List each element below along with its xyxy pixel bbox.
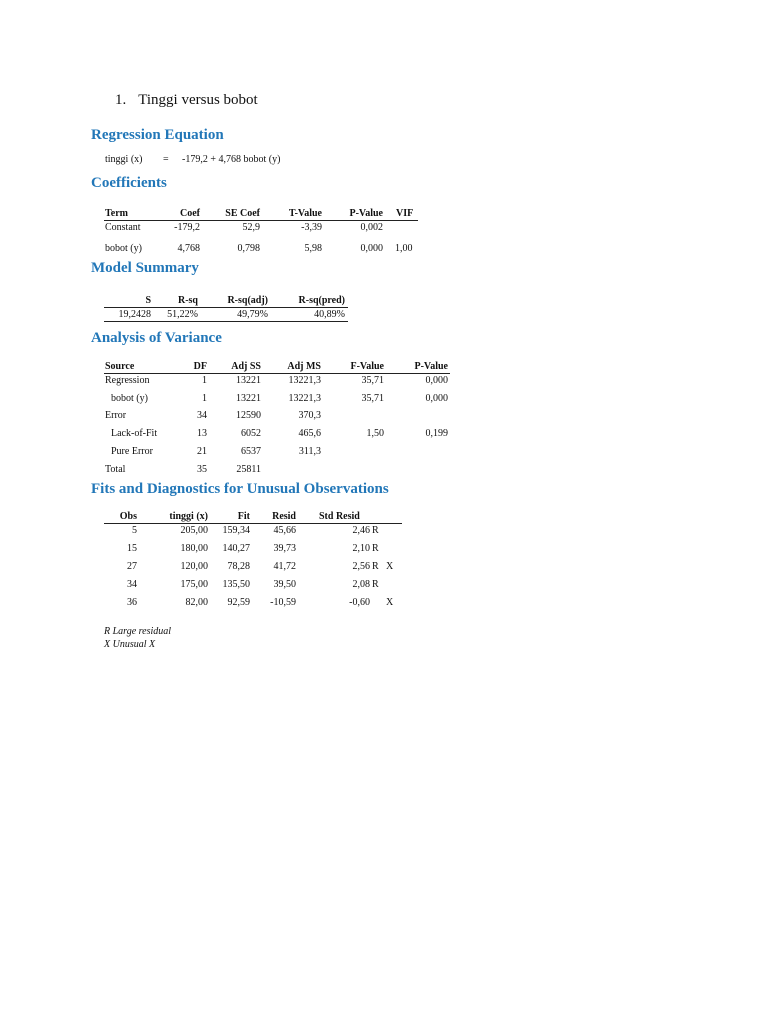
fits-row-obs: 27 <box>127 561 137 572</box>
anova-row-source: Error <box>105 410 127 421</box>
anova-row-df: 1 <box>202 393 207 404</box>
coef-row-p: 0,000 <box>360 243 383 254</box>
fits-row-stdresid: 2,08 <box>352 579 370 590</box>
coef-row-coef: 4,768 <box>177 243 200 254</box>
ms-header-rsq: R-sq <box>177 295 198 306</box>
fits-row-resid: -10,59 <box>270 597 296 608</box>
coef-header-rule <box>104 220 418 221</box>
fits-row-fit: 92,59 <box>227 597 250 608</box>
fits-row-obs: 36 <box>127 597 137 608</box>
heading-text: Tinggi versus bobot <box>138 92 258 108</box>
anova-row-df: 21 <box>197 446 207 457</box>
ms-header-rsq-pred: R-sq(pred) <box>298 295 345 306</box>
anova-header-adjss: Adj SS <box>231 361 261 372</box>
anova-row-adjms: 311,3 <box>298 446 321 457</box>
fits-row-fit: 140,27 <box>222 543 250 554</box>
fits-row-tinggi: 180,00 <box>180 543 208 554</box>
equation-rhs: -179,2 + 4,768 bobot (y) <box>182 154 281 165</box>
anova-row-adjss: 12590 <box>236 410 261 421</box>
fits-row-resid: 39,73 <box>273 543 296 554</box>
anova-row-fvalue: 35,71 <box>361 393 384 404</box>
fits-row-tinggi: 205,00 <box>180 525 208 536</box>
anova-header-pvalue: P-Value <box>414 361 448 372</box>
anova-row-adjms: 13221,3 <box>288 375 321 386</box>
coef-row-coef: -179,2 <box>174 222 200 233</box>
anova-row-adjms: 370,3 <box>298 410 321 421</box>
anova-row-pvalue: 0,000 <box>425 393 448 404</box>
coef-row-t: 5,98 <box>304 243 322 254</box>
fits-header-fit: Fit <box>237 511 250 522</box>
equation-sign: = <box>163 154 169 165</box>
fits-row-flag-x: X <box>386 597 394 608</box>
coef-row-se: 52,9 <box>242 222 260 233</box>
coef-header-se: SE Coef <box>225 208 260 219</box>
fits-row-tinggi: 175,00 <box>180 579 208 590</box>
anova-row-df: 34 <box>197 410 207 421</box>
fits-row-fit: 135,50 <box>222 579 250 590</box>
note-unusual-x: X Unusual X <box>104 639 156 650</box>
regression-title: Regression Equation <box>91 127 224 143</box>
coef-header-coef: Coef <box>180 208 200 219</box>
fits-row-fit: 159,34 <box>222 525 250 536</box>
anova-row-source: Pure Error <box>111 446 153 457</box>
anova-row-adjss: 25811 <box>236 464 261 475</box>
ms-header-s: S <box>145 295 151 306</box>
anova-row-adjss: 13221 <box>236 375 261 386</box>
coef-row-term: Constant <box>105 222 141 233</box>
ms-header-rsq-adj: R-sq(adj) <box>227 295 268 306</box>
fits-row-tinggi: 82,00 <box>185 597 208 608</box>
ms-value-rsq: 51,22% <box>167 309 198 320</box>
anova-row-pvalue: 0,000 <box>425 375 448 386</box>
fits-row-resid: 45,66 <box>273 525 296 536</box>
coef-row-vif: 1,00 <box>395 243 413 254</box>
fits-row-obs: 34 <box>127 579 137 590</box>
fits-row-fit: 78,28 <box>227 561 250 572</box>
fits-header-rule <box>104 523 402 524</box>
anova-row-df: 35 <box>197 464 207 475</box>
fits-row-obs: 5 <box>132 525 137 536</box>
fits-header-stdresid: Std Resid <box>319 511 360 522</box>
fits-header-tinggi: tinggi (x) <box>169 511 208 522</box>
fits-row-flag-r: R <box>372 543 379 554</box>
ms-value-rsq-adj: 49,79% <box>237 309 268 320</box>
anova-row-source: bobot (y) <box>111 393 148 404</box>
anova-row-df: 13 <box>197 428 207 439</box>
anova-header-rule <box>104 373 450 374</box>
fits-row-stdresid: 2,46 <box>352 525 370 536</box>
anova-header-adjms: Adj MS <box>287 361 321 372</box>
coef-header-p: P-Value <box>349 208 383 219</box>
coef-header-vif: VIF <box>396 208 414 219</box>
fits-row-obs: 15 <box>127 543 137 554</box>
anova-row-source: Total <box>105 464 126 475</box>
anova-row-adjss: 6537 <box>241 446 261 457</box>
coefficients-title: Coefficients <box>91 175 167 191</box>
anova-row-adjss: 13221 <box>236 393 261 404</box>
fits-row-flag-x: X <box>386 561 394 572</box>
note-large-residual: R Large residual <box>104 626 172 637</box>
heading-number: 1. <box>115 92 127 108</box>
anova-header-source: Source <box>105 361 135 372</box>
ms-value-rsq-pred: 40,89% <box>314 309 345 320</box>
anova-header-df: DF <box>193 361 207 372</box>
fits-row-tinggi: 120,00 <box>180 561 208 572</box>
fits-row-stdresid: 2,56 <box>352 561 370 572</box>
fits-header-resid: Resid <box>272 511 296 522</box>
coef-header-term: Term <box>105 208 128 219</box>
anova-header-fvalue: F-Value <box>350 361 384 372</box>
coef-row-term: bobot (y) <box>105 243 142 254</box>
fits-row-resid: 41,72 <box>273 561 296 572</box>
ms-bottom-rule <box>104 321 348 322</box>
anova-row-adjms: 13221,3 <box>288 393 321 404</box>
anova-row-df: 1 <box>202 375 207 386</box>
anova-row-adjms: 465,6 <box>298 428 321 439</box>
anova-row-source: Regression <box>105 375 150 386</box>
fits-row-flag-r: R <box>372 579 379 590</box>
coef-row-se: 0,798 <box>237 243 260 254</box>
ms-value-s: 19,2428 <box>118 309 151 320</box>
fits-row-flag-r: R <box>372 561 379 572</box>
coef-row-p: 0,002 <box>360 222 383 233</box>
anova-row-fvalue: 1,50 <box>366 428 384 439</box>
page-heading <box>115 92 258 109</box>
coef-header-t: T-Value <box>288 208 322 219</box>
anova-row-fvalue: 35,71 <box>361 375 384 386</box>
equation-lhs: tinggi (x) <box>105 154 143 165</box>
coef-row-t: -3,39 <box>301 222 322 233</box>
anova-row-source: Lack-of-Fit <box>111 428 158 439</box>
anova-row-adjss: 6052 <box>241 428 261 439</box>
anova-title: Analysis of Variance <box>91 330 222 346</box>
fits-row-flag-r: R <box>372 525 379 536</box>
fits-row-stdresid: 2,10 <box>352 543 370 554</box>
model-summary-title: Model Summary <box>91 260 199 276</box>
fits-row-stdresid: -0,60 <box>349 597 370 608</box>
fits-row-resid: 39,50 <box>273 579 296 590</box>
anova-row-pvalue: 0,199 <box>425 428 448 439</box>
fits-title: Fits and Diagnostics for Unusual Observations <box>91 481 389 497</box>
fits-header-obs: Obs <box>119 511 137 522</box>
ms-header-rule <box>104 307 348 308</box>
